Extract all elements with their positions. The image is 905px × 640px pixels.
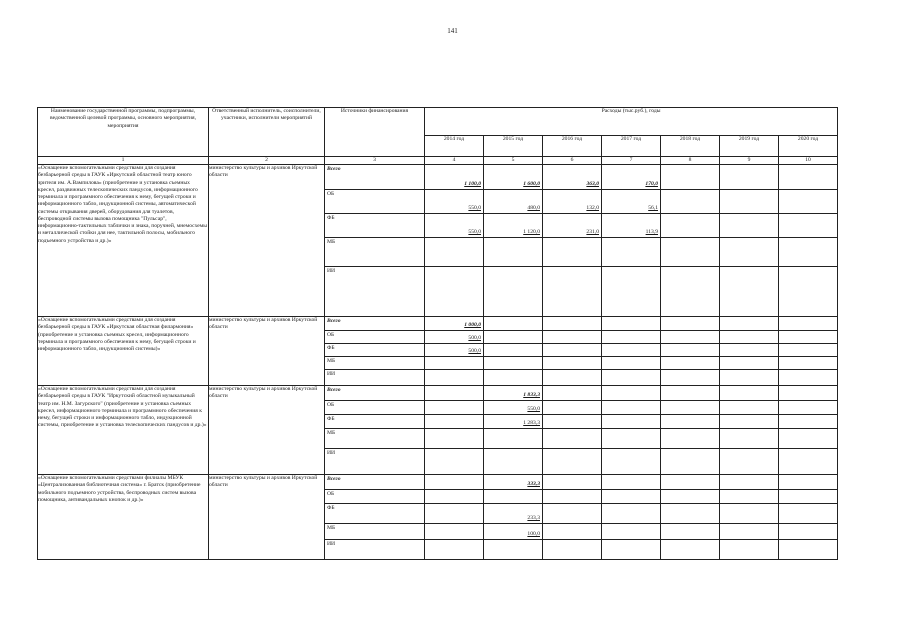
value-subcell xyxy=(720,503,778,523)
value-subcell xyxy=(720,237,778,266)
table-row xyxy=(38,386,838,475)
value-subcell xyxy=(779,369,837,385)
value-subcell xyxy=(661,448,719,474)
amount-value: 100,0 xyxy=(527,530,540,537)
value-subcell xyxy=(543,330,601,343)
source-subcell xyxy=(325,539,424,559)
executor: министерство культуры и архивов Иркутской области xyxy=(209,165,325,317)
year-values xyxy=(720,317,779,386)
value-subcell xyxy=(425,189,483,213)
year-values xyxy=(661,386,720,475)
value-subcell xyxy=(720,356,778,369)
year-values xyxy=(543,475,602,560)
year-values xyxy=(720,475,779,560)
value-subcell xyxy=(543,503,601,523)
header-year: 2019 год xyxy=(720,136,779,157)
value-subcell xyxy=(425,165,483,189)
year-values xyxy=(661,165,720,317)
header-year: 2018 год xyxy=(661,136,720,157)
value-subcell xyxy=(484,400,542,414)
value-subcell xyxy=(779,503,837,523)
year-values xyxy=(484,165,543,317)
amount-value: 1 100,0 xyxy=(464,180,481,187)
value-subcell xyxy=(779,266,837,316)
value-subcell xyxy=(720,386,778,400)
value-subcell xyxy=(543,213,601,237)
value-subcell xyxy=(425,330,483,343)
value-subcell xyxy=(602,414,660,428)
value-subcell xyxy=(543,266,601,316)
year-values xyxy=(425,165,484,317)
value-subcell xyxy=(720,414,778,428)
funding-sources xyxy=(325,386,425,475)
amount-value: 56,1 xyxy=(648,204,658,211)
value-subcell xyxy=(425,386,483,400)
value-subcell xyxy=(602,539,660,559)
value-subcell xyxy=(661,213,719,237)
source-label: ФБ xyxy=(327,215,335,221)
year-values xyxy=(425,475,484,560)
year-values xyxy=(720,165,779,317)
budget-table xyxy=(37,107,838,560)
header-year: 2014 год xyxy=(425,136,484,157)
value-subcell xyxy=(602,428,660,448)
amount-value: 500,0 xyxy=(468,334,481,341)
value-subcell xyxy=(484,369,542,385)
amount-value: 113,9 xyxy=(645,228,658,235)
column-number: 4 xyxy=(425,157,484,165)
value-subcell xyxy=(779,475,837,489)
amount-value: 233,3 xyxy=(527,514,540,521)
header-year: 2015 год xyxy=(484,136,543,157)
source-label: ИИ xyxy=(327,541,336,547)
value-subcell xyxy=(779,165,837,189)
source-subcell xyxy=(325,356,424,369)
source-label: Всего xyxy=(327,318,341,324)
source-subcell xyxy=(325,330,424,343)
value-subcell xyxy=(543,317,601,330)
source-label: МБ xyxy=(327,430,336,436)
value-subcell xyxy=(720,330,778,343)
column-number: 6 xyxy=(543,157,602,165)
value-subcell xyxy=(661,330,719,343)
value-subcell xyxy=(779,189,837,213)
value-subcell xyxy=(425,400,483,414)
value-subcell xyxy=(661,356,719,369)
value-subcell xyxy=(425,489,483,503)
value-subcell xyxy=(602,523,660,539)
source-label: ИИ xyxy=(327,450,336,456)
value-subcell xyxy=(543,539,601,559)
year-values xyxy=(543,165,602,317)
value-subcell xyxy=(425,213,483,237)
value-subcell xyxy=(779,489,837,503)
value-subcell xyxy=(602,343,660,356)
value-subcell xyxy=(543,523,601,539)
value-subcell xyxy=(779,213,837,237)
value-subcell xyxy=(720,213,778,237)
value-subcell xyxy=(425,539,483,559)
source-subcell xyxy=(325,448,424,474)
executor: министерство культуры и архивов Иркутской области xyxy=(209,475,325,560)
value-subcell xyxy=(425,356,483,369)
value-subcell xyxy=(602,317,660,330)
value-subcell xyxy=(661,386,719,400)
column-number: 1 xyxy=(38,157,209,165)
column-number: 10 xyxy=(779,157,838,165)
value-subcell xyxy=(484,237,542,266)
column-number: 8 xyxy=(661,157,720,165)
column-number: 7 xyxy=(602,157,661,165)
value-subcell xyxy=(484,428,542,448)
executor: министерство культуры и архивов Иркутской области xyxy=(209,386,325,475)
value-subcell xyxy=(602,475,660,489)
amount-value: 1 833,3 xyxy=(523,391,540,398)
value-subcell xyxy=(720,475,778,489)
value-subcell xyxy=(602,189,660,213)
source-label: ОБ xyxy=(327,402,335,408)
value-subcell xyxy=(602,369,660,385)
source-subcell xyxy=(325,386,424,400)
funding-sources xyxy=(325,165,425,317)
table-row xyxy=(38,165,838,317)
value-subcell xyxy=(720,317,778,330)
value-subcell xyxy=(779,448,837,474)
amount-value: 550,0 xyxy=(468,204,481,211)
value-subcell xyxy=(425,414,483,428)
value-subcell xyxy=(484,343,542,356)
value-subcell xyxy=(720,489,778,503)
source-subcell xyxy=(325,165,424,189)
value-subcell xyxy=(779,343,837,356)
amount-value: 500,0 xyxy=(468,347,481,354)
year-values xyxy=(779,475,838,560)
value-subcell xyxy=(484,330,542,343)
value-subcell xyxy=(661,266,719,316)
value-subcell xyxy=(720,428,778,448)
value-subcell xyxy=(602,165,660,189)
column-number: 9 xyxy=(720,157,779,165)
value-subcell xyxy=(602,448,660,474)
value-subcell xyxy=(543,414,601,428)
source-label: МБ xyxy=(327,525,336,531)
value-subcell xyxy=(779,317,837,330)
amount-value: 1 600,0 xyxy=(523,180,540,187)
value-subcell xyxy=(484,165,542,189)
year-values xyxy=(720,386,779,475)
amount-value: 1 283,3 xyxy=(523,419,540,426)
value-subcell xyxy=(425,448,483,474)
value-subcell xyxy=(602,503,660,523)
value-subcell xyxy=(543,428,601,448)
header-name: Наименование государственной программы, подпрограммы, ведомственной целевой программы, основного мероприятия, мероприятия xyxy=(38,108,209,157)
source-subcell xyxy=(325,428,424,448)
header-year: 2017 год xyxy=(602,136,661,157)
value-subcell xyxy=(543,369,601,385)
value-subcell xyxy=(720,189,778,213)
source-label: ФБ xyxy=(327,416,335,422)
value-subcell xyxy=(720,165,778,189)
value-subcell xyxy=(779,523,837,539)
source-subcell xyxy=(325,523,424,539)
value-subcell xyxy=(484,266,542,316)
amount-value: 1 120,0 xyxy=(523,228,540,235)
amount-value: 170,0 xyxy=(645,180,658,187)
value-subcell xyxy=(484,523,542,539)
year-values xyxy=(425,386,484,475)
value-subcell xyxy=(661,414,719,428)
value-subcell xyxy=(661,475,719,489)
value-subcell xyxy=(484,386,542,400)
value-subcell xyxy=(720,539,778,559)
value-subcell xyxy=(425,317,483,330)
amount-value: 132,0 xyxy=(586,204,599,211)
value-subcell xyxy=(661,489,719,503)
year-values xyxy=(661,317,720,386)
value-subcell xyxy=(425,428,483,448)
header-year: 2016 год xyxy=(543,136,602,157)
source-subcell xyxy=(325,237,424,266)
value-subcell xyxy=(720,400,778,414)
funding-sources xyxy=(325,317,425,386)
value-subcell xyxy=(484,414,542,428)
header-expenses: Расходы (тыс.руб.), годы xyxy=(425,108,838,136)
amount-value: 550,0 xyxy=(468,228,481,235)
value-subcell xyxy=(543,475,601,489)
year-values xyxy=(779,317,838,386)
value-subcell xyxy=(661,189,719,213)
source-label: МБ xyxy=(327,239,336,245)
year-values xyxy=(484,386,543,475)
value-subcell xyxy=(661,503,719,523)
value-subcell xyxy=(720,266,778,316)
header-executor: Ответственный исполнитель, соисполнители, участники, исполнители мероприятий xyxy=(209,108,325,157)
source-subcell xyxy=(325,503,424,523)
value-subcell xyxy=(661,369,719,385)
amount-value: 363,0 xyxy=(586,180,599,187)
source-label: ФБ xyxy=(327,345,335,351)
value-subcell xyxy=(543,165,601,189)
value-subcell xyxy=(779,414,837,428)
value-subcell xyxy=(661,523,719,539)
source-label: ФБ xyxy=(327,505,335,511)
year-values xyxy=(543,317,602,386)
activity-name: «Оснащение вспомогательными средствами для создания безбарьерной среды в ГАУК "Иркутский областной музыкальный театр им. Н.М. Загурского" (приобретение и установка съемных кресел, информационного терминала и программного обеспечения к нему, бегущей строки и информационного табло, индукционной системы, приобретение и установка телескопических пандусов и др.)» xyxy=(38,386,209,475)
value-subcell xyxy=(779,539,837,559)
value-subcell xyxy=(720,448,778,474)
value-subcell xyxy=(661,165,719,189)
source-label: ИИ xyxy=(327,268,336,274)
year-values xyxy=(779,165,838,317)
value-subcell xyxy=(543,356,601,369)
value-subcell xyxy=(779,400,837,414)
source-subcell xyxy=(325,489,424,503)
value-subcell xyxy=(484,213,542,237)
value-subcell xyxy=(602,213,660,237)
activity-name: «Оснащение вспомогательными средствами филиалы МБУК «Централизованная библиотечная система» г. Братск (приобретение мобильного подъемного устройства, беспроводных систем вызова помощника, антивандальных кнопок и др.)» xyxy=(38,475,209,560)
source-subcell xyxy=(325,400,424,414)
amount-value: 231,0 xyxy=(586,228,599,235)
value-subcell xyxy=(602,356,660,369)
source-subcell xyxy=(325,475,424,489)
year-values xyxy=(661,475,720,560)
source-label: МБ xyxy=(327,358,336,364)
value-subcell xyxy=(543,386,601,400)
value-subcell xyxy=(484,448,542,474)
year-values xyxy=(602,317,661,386)
value-subcell xyxy=(602,266,660,316)
activity-name: «Оснащение вспомогательными средствами для создания безбарьерной среды в ГАУК «Иркутская областная филармония» (приобретение и установка съемных кресел, информационного терминала и программного обеспечения к нему, бегущей строки и информационного табло, индукционной системы)» xyxy=(38,317,209,386)
source-subcell xyxy=(325,213,424,237)
year-values xyxy=(602,475,661,560)
value-subcell xyxy=(425,369,483,385)
table-row xyxy=(38,317,838,386)
source-label: ОБ xyxy=(327,191,335,197)
source-subcell xyxy=(325,343,424,356)
value-subcell xyxy=(543,237,601,266)
activity-name: «Оснащение вспомогательными средствами для создания безбарьерной среды в ГАУК «Иркутский областной театр юного зрителя им. А.Вампилова» (приобретение и установка съемных кресел, раздвижных телескопических пандусов, информационного терминала и программного обеспечения к нему, бегущей строки и информационного табло, индукционной системы, автоматической системы открывания дверей, оборудования для туалетов, беспроводной системы вызова помощника "Пульсар", информационно-тактильных таблички и знака, поручней, мнемосхемы и металлической стойки для нее, тактильной полосы, мобильного подъемного устройства и др.)» xyxy=(38,165,209,317)
value-subcell xyxy=(720,343,778,356)
value-subcell xyxy=(484,317,542,330)
value-subcell xyxy=(779,386,837,400)
value-subcell xyxy=(484,356,542,369)
source-subcell xyxy=(325,266,424,316)
value-subcell xyxy=(661,539,719,559)
value-subcell xyxy=(602,400,660,414)
value-subcell xyxy=(661,317,719,330)
value-subcell xyxy=(484,539,542,559)
value-subcell xyxy=(602,489,660,503)
value-subcell xyxy=(720,369,778,385)
value-subcell xyxy=(661,237,719,266)
source-subcell xyxy=(325,317,424,330)
value-subcell xyxy=(543,489,601,503)
source-label: Всего xyxy=(327,476,341,482)
value-subcell xyxy=(425,237,483,266)
value-subcell xyxy=(425,475,483,489)
source-label: ИИ xyxy=(327,371,336,377)
amount-value: 480,0 xyxy=(527,204,540,211)
amount-value: 333,3 xyxy=(527,480,540,487)
column-number: 3 xyxy=(325,157,425,165)
value-subcell xyxy=(484,475,542,489)
source-subcell xyxy=(325,369,424,385)
value-subcell xyxy=(779,330,837,343)
value-subcell xyxy=(543,189,601,213)
value-subcell xyxy=(602,386,660,400)
column-number: 2 xyxy=(209,157,325,165)
value-subcell xyxy=(543,400,601,414)
year-values xyxy=(602,386,661,475)
value-subcell xyxy=(425,523,483,539)
value-subcell xyxy=(720,523,778,539)
table-row xyxy=(38,475,838,560)
source-subcell xyxy=(325,189,424,213)
year-values xyxy=(543,386,602,475)
source-subcell xyxy=(325,414,424,428)
value-subcell xyxy=(425,343,483,356)
source-label: ОБ xyxy=(327,491,335,497)
value-subcell xyxy=(779,356,837,369)
value-subcell xyxy=(425,266,483,316)
header-year: 2020 год xyxy=(779,136,838,157)
value-subcell xyxy=(602,237,660,266)
value-subcell xyxy=(543,448,601,474)
value-subcell xyxy=(779,237,837,266)
source-label: ОБ xyxy=(327,332,335,338)
source-label: Всего xyxy=(327,387,341,393)
value-subcell xyxy=(484,503,542,523)
year-values xyxy=(484,475,543,560)
amount-value: 550,0 xyxy=(527,405,540,412)
column-number: 5 xyxy=(484,157,543,165)
header-source: Источники финансирования xyxy=(325,108,425,157)
page-number: 141 xyxy=(447,27,458,35)
value-subcell xyxy=(661,428,719,448)
year-values xyxy=(779,386,838,475)
value-subcell xyxy=(661,400,719,414)
executor: министерство культуры и архивов Иркутской области xyxy=(209,317,325,386)
value-subcell xyxy=(543,343,601,356)
value-subcell xyxy=(661,343,719,356)
source-label: Всего xyxy=(327,166,341,172)
value-subcell xyxy=(425,503,483,523)
value-subcell xyxy=(484,489,542,503)
year-values xyxy=(425,317,484,386)
year-values xyxy=(484,317,543,386)
value-subcell xyxy=(779,428,837,448)
budget-body xyxy=(38,165,838,560)
funding-sources xyxy=(325,475,425,560)
year-values xyxy=(602,165,661,317)
amount-value: 1 000,0 xyxy=(464,321,481,328)
value-subcell xyxy=(602,330,660,343)
value-subcell xyxy=(484,189,542,213)
